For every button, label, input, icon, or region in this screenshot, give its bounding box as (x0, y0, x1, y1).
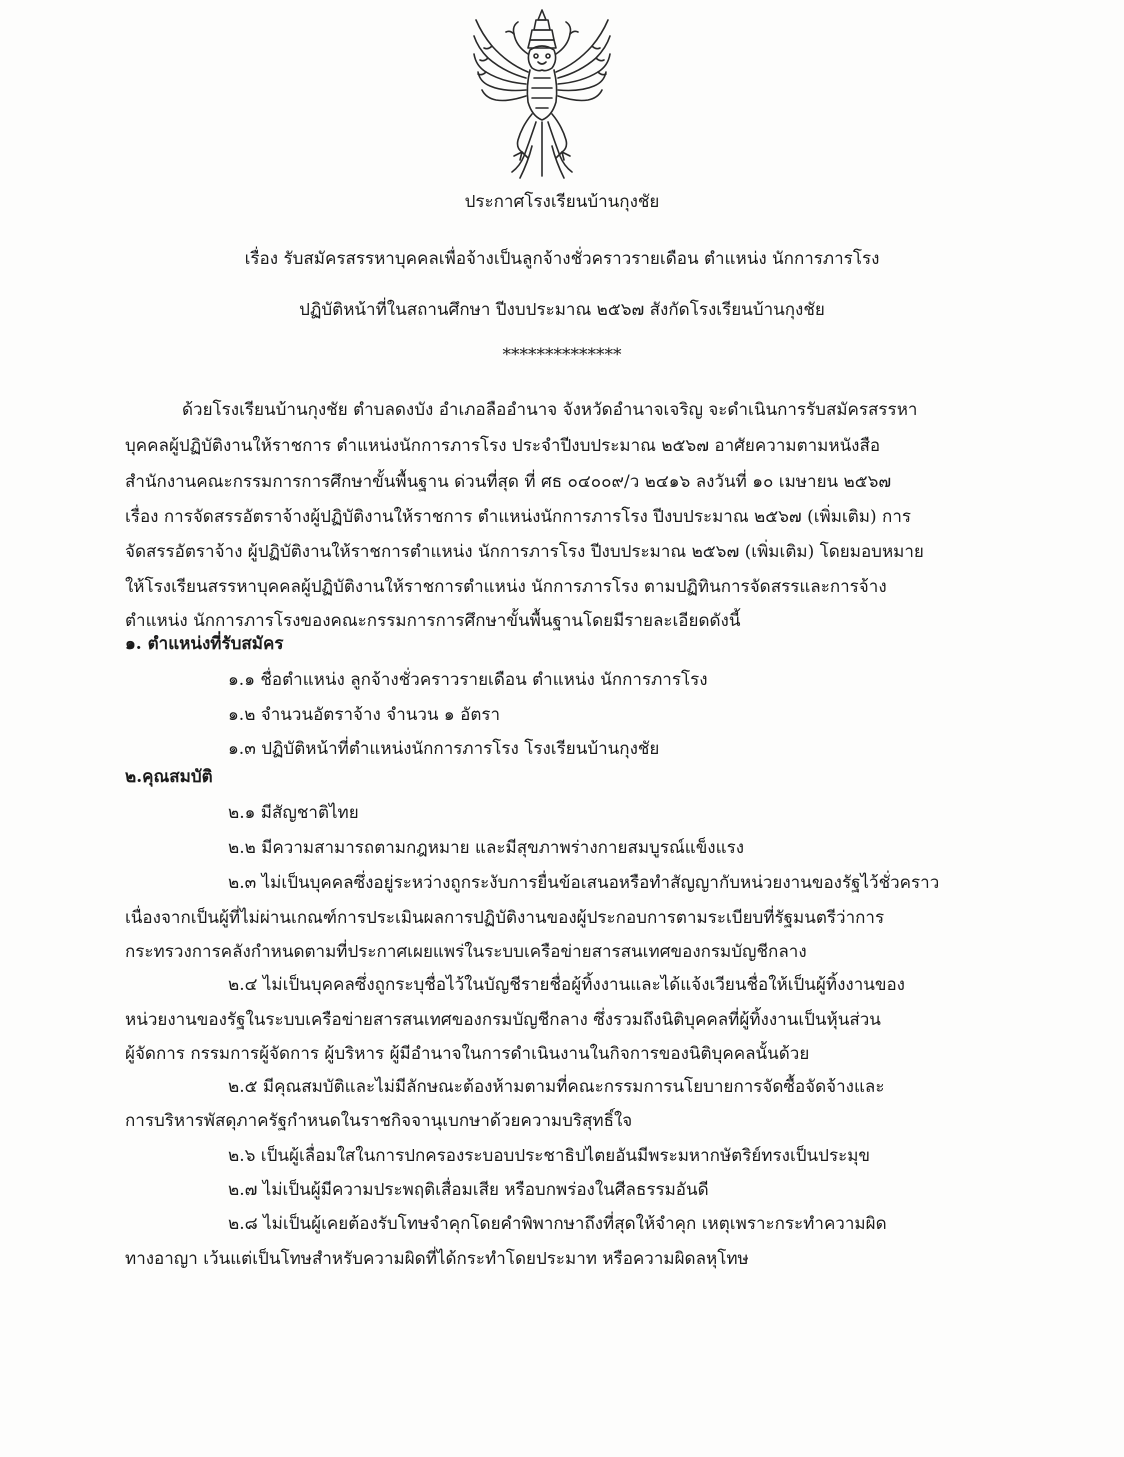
section-2-item-4-line-3: ผู้จัดการ กรรมการผู้จัดการ ผู้บริหาร ผู้มีอำนาจในการดำเนินงานในกิจการของนิติบุคคลนั้นด้วย (125, 1044, 810, 1064)
section-2-item-2: ๒.๒ มีความสามารถตามกฎหมาย และมีสุขภาพร่างกายสมบูรณ์แข็งแรง (228, 838, 745, 858)
section-2-item-4-line-1: ๒.๔ ไม่เป็นบุคคลซึ่งถูกระบุชื่อไว้ในบัญชีรายชื่อผู้ทิ้งงานและได้แจ้งเวียนชื่อให้เป็นผู้ทิ้งงานของ (228, 975, 905, 995)
announcement-subject-cont: ปฏิบัติหน้าที่ในสถานศึกษา ปีงบประมาณ ๒๕๖๗ สังกัดโรงเรียนบ้านกุงชัย (299, 300, 825, 320)
section-2-item-6: ๒.๖ เป็นผู้เลื่อมใสในการปกครองระบอบประชาธิปไตยอันมีพระมหากษัตริย์ทรงเป็นประมุข (228, 1146, 871, 1166)
section-1-title: ๑. ตำแหน่งที่รับสมัคร (125, 634, 284, 654)
section-1-item-2: ๑.๒ จำนวนอัตราจ้าง จำนวน ๑ อัตรา (228, 705, 501, 725)
intro-line-5: จัดสรรอัตราจ้าง ผู้ปฏิบัติงานให้ราชการตำแหน่ง นักการภารโรง ปีงบประมาณ ๒๕๖๗ (เพิ่มเติม) โดยมอบหมาย (125, 542, 924, 562)
intro-line-6: ให้โรงเรียนสรรหาบุคคลผู้ปฏิบัติงานให้ราชการตำแหน่ง นักการภารโรง ตามปฏิทินการจัดสรรและการจ้าง (125, 577, 887, 597)
section-2-item-5-line-1: ๒.๕ มีคุณสมบัติและไม่มีลักษณะต้องห้ามตามที่คณะกรรมการนโยบายการจัดซื้อจัดจ้างและ (228, 1077, 885, 1097)
section-2-item-3-line-3: กระทรวงการคลังกำหนดตามที่ประกาศเผยแพร่ในระบบเครือข่ายสารสนเทศของกรมบัญชีกลาง (125, 942, 807, 962)
section-2-item-8-line-2: ทางอาญา เว้นแต่เป็นโทษสำหรับความผิดที่ได้กระทำโดยประมาท หรือความผิดลหุโทษ (125, 1249, 749, 1269)
section-1-item-1: ๑.๑ ชื่อตำแหน่ง ลูกจ้างชั่วคราวรายเดือน ตำแหน่ง นักการภารโรง (228, 670, 708, 690)
section-2-title: ๒.คุณสมบัติ (125, 767, 213, 787)
garuda-emblem-icon (470, 6, 614, 182)
section-2-item-3-line-2: เนื่องจากเป็นผู้ที่ไม่ผ่านเกณฑ์การประเมินผลการปฏิบัติงานของผู้ประกอบการตามระเบียบที่รัฐมนตรีว่าการ (125, 908, 885, 928)
intro-line-2: บุคคลผู้ปฏิบัติงานให้ราชการ ตำแหน่งนักการภารโรง ประจำปีงบประมาณ ๒๕๖๗ อาศัยความตามหนังสือ (125, 436, 881, 456)
section-1-item-3: ๑.๓ ปฏิบัติหน้าที่ตำแหน่งนักการภารโรง โรงเรียนบ้านกุงชัย (228, 739, 660, 759)
section-2-item-1: ๒.๑ มีสัญชาติไทย (228, 803, 359, 823)
section-2-item-4-line-2: หน่วยงานของรัฐในระบบเครือข่ายสารสนเทศของกรมบัญชีกลาง ซึ่งรวมถึงนิติบุคคลที่ผู้ทิ้งงานเป็นหุ้นส่วน (125, 1010, 881, 1030)
separator: ************** (502, 345, 622, 365)
section-2-item-7: ๒.๗ ไม่เป็นผู้มีความประพฤติเสื่อมเสีย หรือบกพร่องในศีลธรรมอันดี (228, 1180, 709, 1200)
section-2-item-5-line-2: การบริหารพัสดุภาครัฐกำหนดในราชกิจจานุเบกษาด้วยความบริสุทธิ์ใจ (125, 1111, 633, 1131)
intro-line-3: สำนักงานคณะกรรมการการศึกษาขั้นพื้นฐาน ด่วนที่สุด ที่ ศธ ๐๔๐๐๙/ว ๒๔๑๖ ลงวันที่ ๑๐ เมษายน ๒๕๖๗ (125, 472, 892, 492)
section-2-item-3-line-1: ๒.๓ ไม่เป็นบุคคลซึ่งอยู่ระหว่างถูกระงับการยื่นข้อเสนอหรือทำสัญญากับหน่วยงานของรัฐไว้ชั่วคราว (228, 873, 940, 893)
intro-line-7: ตำแหน่ง นักการภารโรงของคณะกรรมการการศึกษาขั้นพื้นฐานโดยมีรายละเอียดดังนี้ (125, 611, 741, 631)
announcement-title: ประกาศโรงเรียนบ้านกุงชัย (464, 192, 660, 212)
intro-line-1: ด้วยโรงเรียนบ้านกุงชัย ตำบลดงบัง อำเภอลืออำนาจ จังหวัดอำนาจเจริญ จะดำเนินการรับสมัครสรรหา (182, 400, 918, 420)
intro-line-4: เรื่อง การจัดสรรอัตราจ้างผู้ปฏิบัติงานให้ราชการ ตำแหน่งนักการภารโรง ปีงบประมาณ ๒๕๖๗ (เพิ่มเติม) การ (125, 507, 911, 527)
announcement-subject: เรื่อง รับสมัครสรรหาบุคคลเพื่อจ้างเป็นลูกจ้างชั่วคราวรายเดือน ตำแหน่ง นักการภารโรง (244, 249, 880, 269)
section-2-item-8-line-1: ๒.๘ ไม่เป็นผู้เคยต้องรับโทษจำคุกโดยคำพิพากษาถึงที่สุดให้จำคุก เหตุเพราะกระทำความผิด (228, 1214, 887, 1234)
